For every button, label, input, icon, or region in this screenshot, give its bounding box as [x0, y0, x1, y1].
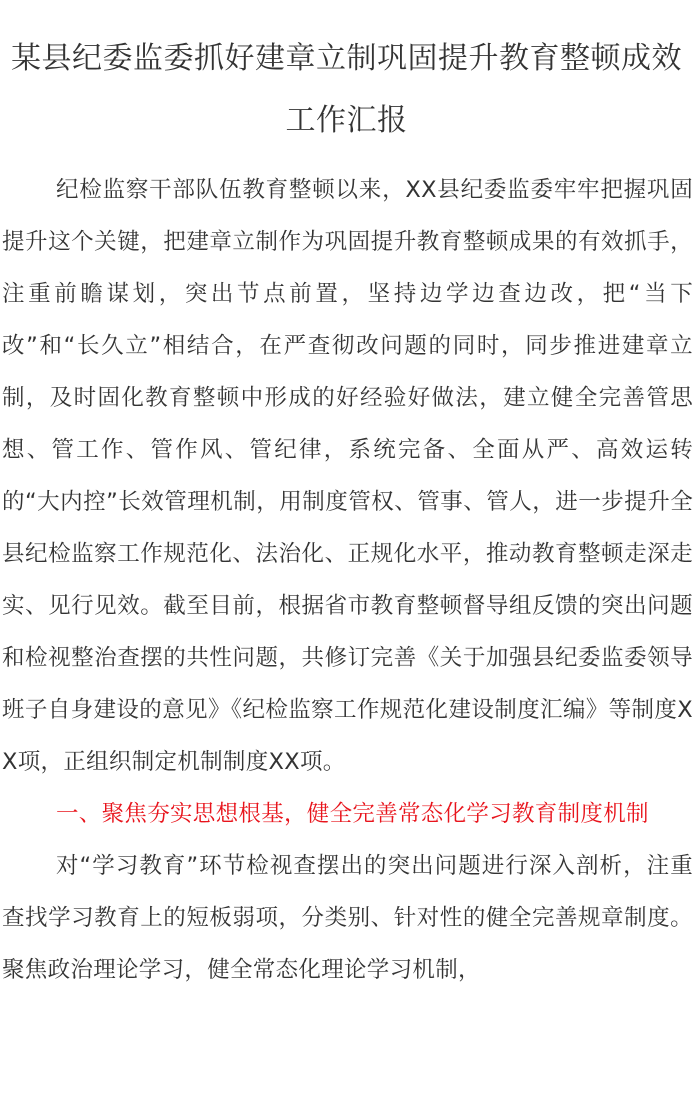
document-body — [0, 152, 693, 996]
intro-paragraph: 纪检监察干部队伍教育整顿以来，XX县纪委监委牢牢把握巩固提升这个关键，把建章立制作为巩固提升教育整顿成果的有效抓手，注重前瞻谋划，突出节点前置，坚持边学边查边改，把“当下改”和“长久立”相结合，在严查彻改问题的同时，同步推进建章立制，及时固化教育整顿中形成的好经验好做法，建立健全完善管思想、管工作、管作风、管纪律，系统完备、全面从严、高效运转的“大内控”长效管理机制，用制度管权、管事、管人，进一步提升全县纪检监察工作规范化、法治化、正规化水平，推动教育整顿走深走实、见行见效。截至目前，根据省市教育整顿督导组反馈的突出问题和检视整治查摆的共性问题，共修订完善《关于加强县纪委监委领导班子自身建设的意见》《纪检监察工作规范化建设制度汇编》等制度XX项，正组织制定机制制度XX项。 — [2, 177, 693, 775]
section-heading-1: 一、聚焦夯实思想根基，健全完善常态化学习教育制度机制 — [56, 801, 649, 827]
section-1-paragraph: 对“学习教育”环节检视查摆出的突出问题进行深入剖析，注重查找学习教育上的短板弱项，分类别、针对性的健全完善规章制度。聚焦政治理论学习，健全常态化理论学习机制， — [2, 853, 693, 983]
document-title: 某县纪委监委抓好建章立制巩固提升教育整顿成效工作汇报 — [11, 41, 682, 138]
